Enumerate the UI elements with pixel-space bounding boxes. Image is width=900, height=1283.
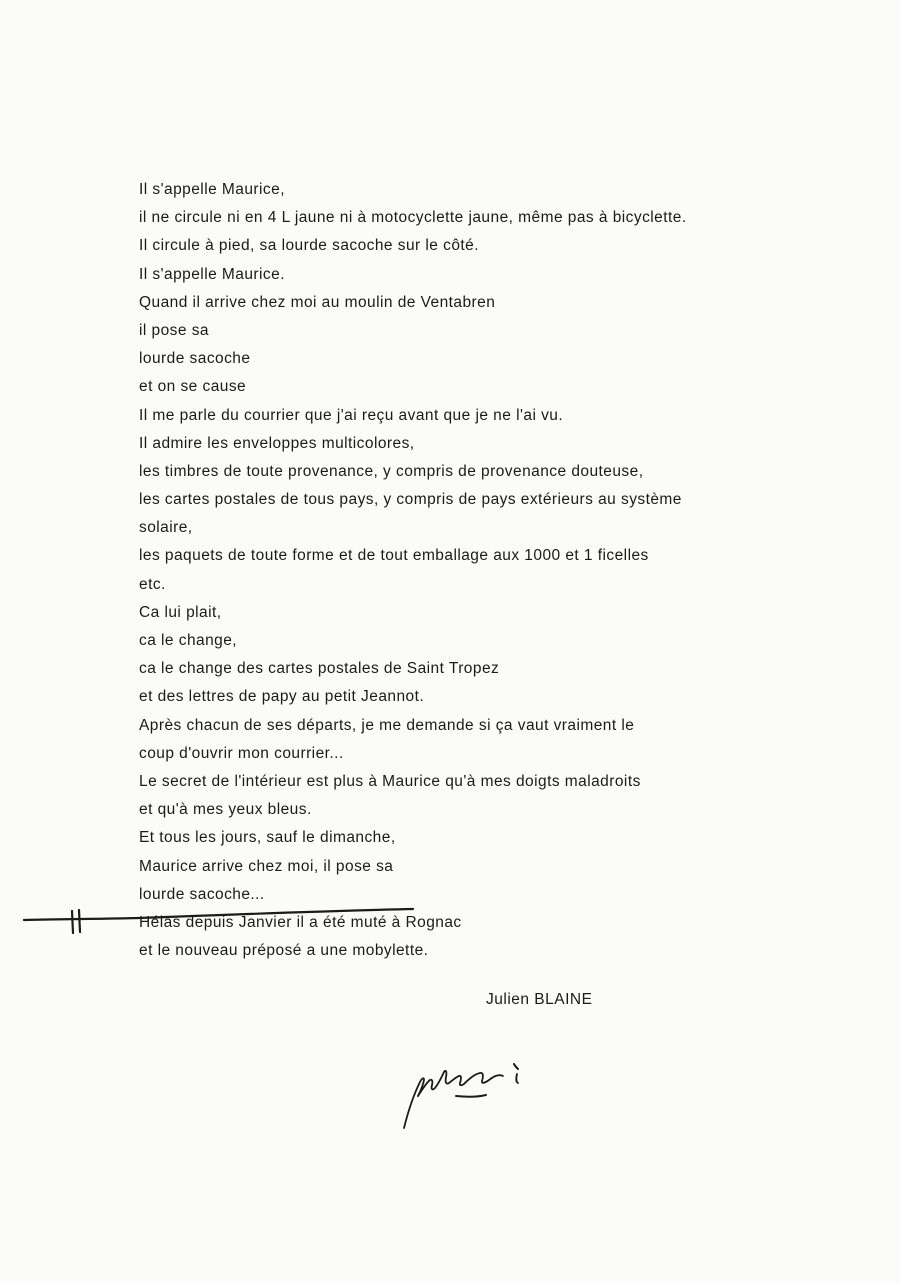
poem-line-1: Il s'appelle Maurice,: [139, 181, 285, 198]
poem-line-10: Il admire les enveloppes multicolores,: [139, 434, 415, 452]
poem-line-16: Ca lui plait,: [139, 603, 222, 621]
poem-line-11: les timbres de toute provenance, y compris de provenance douteuse,: [139, 462, 644, 480]
poem-line-12: les cartes postales de tous pays, y compris de pays extérieurs au système: [139, 491, 682, 509]
poem-line-6: il pose sa: [139, 321, 209, 339]
poem-line-22: Le secret de l'intérieur est plus à Maurice qu'à mes doigts maladroits: [139, 772, 641, 790]
poem-line-24: Et tous les jours, sauf le dimanche,: [139, 829, 396, 847]
poem-text: [139, 178, 839, 967]
poem-line-2: il ne circule ni en 4 L jaune ni à motocyclette jaune, même pas à bicyclette.: [139, 209, 687, 227]
poem-line-21: coup d'ouvrir mon courrier...: [139, 744, 344, 762]
poem-line-27: Hélas depuis Janvier il a été muté à Rognac: [139, 913, 462, 931]
poem-line-7: lourde sacoche: [139, 350, 251, 368]
poem-line-8: et on se cause: [139, 378, 247, 396]
poem-line-14: les paquets de toute forme et de tout emballage aux 1000 et 1 ficelles: [139, 547, 649, 565]
poem-line-9: Il me parle du courrier que j'ai reçu avant que je ne l'ai vu.: [139, 406, 564, 424]
poem-line-3: Il circule à pied, sa lourde sacoche sur le côté.: [139, 237, 479, 255]
poem-line-25: Maurice arrive chez moi, il pose sa: [139, 857, 394, 875]
poem-line-5: Quand il arrive chez moi au moulin de Ventabren: [139, 293, 496, 311]
poem-line-17: ca le change,: [139, 632, 238, 649]
poem-line-26: lourde sacoche...: [139, 885, 265, 903]
poem-line-23: et qu'à mes yeux bleus.: [139, 801, 312, 819]
poem-line-13: solaire,: [139, 519, 193, 537]
handwritten-signature: [396, 1050, 536, 1140]
poem-line-28: et le nouveau préposé a une mobylette.: [139, 942, 429, 960]
author-name: Julien BLAINE: [486, 991, 593, 1008]
poem-line-20: Après chacun de ses départs, je me demande si ça vaut vraiment le: [139, 716, 635, 734]
poem-line-18: ca le change des cartes postales de Saint Tropez: [139, 660, 500, 678]
poem-line-4: Il s'appelle Maurice.: [139, 265, 285, 283]
poem-line-19: et des lettres de papy au petit Jeannot.: [139, 688, 425, 706]
poem-line-15: etc.: [139, 575, 166, 593]
